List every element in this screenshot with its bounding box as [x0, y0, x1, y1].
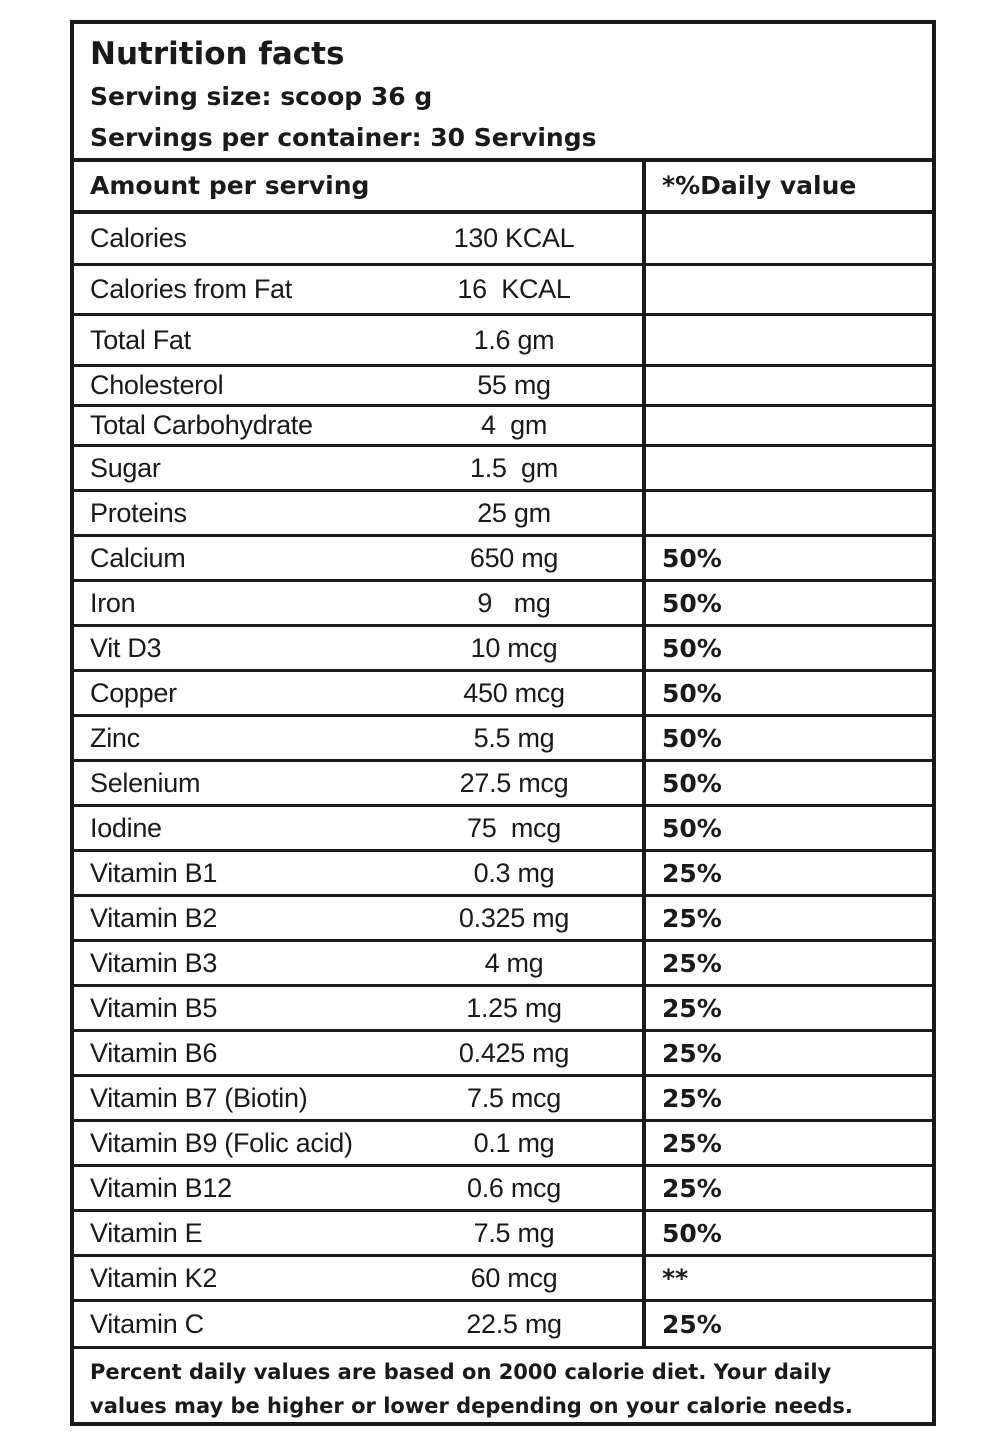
table-row: [74, 717, 932, 762]
nutrient-name-text: Vitamin B2: [90, 902, 218, 933]
table-row: [74, 214, 932, 266]
daily-value: 50%: [662, 633, 722, 663]
table-row: [74, 672, 932, 717]
nutrient-name-text: Vitamin B12: [90, 1172, 232, 1203]
nutrient-name: [74, 807, 646, 849]
table-row: [74, 266, 932, 316]
nutrient-name-text: Vitamin K2: [90, 1262, 218, 1293]
nutrient-amount: 1.5 gm: [470, 452, 558, 483]
footnote-line-1: Percent daily values are based on 2000 calorie diet. Your daily: [90, 1360, 832, 1384]
daily-value: [646, 214, 932, 263]
nutrient-name: [74, 897, 646, 939]
nutrient-name-text: Total Fat: [90, 324, 191, 355]
table-row: [74, 1122, 932, 1167]
nutrient-amount: 27.5 mcg: [459, 767, 569, 798]
nutrient-amount: 1.25 mg: [466, 992, 562, 1023]
nutrient-amount: 0.425 mg: [458, 1037, 570, 1068]
table-row: [74, 1077, 932, 1122]
nutrient-amount: 0.1 mg: [473, 1127, 555, 1158]
daily-value: 25%: [662, 1173, 722, 1203]
nutrient-name: [74, 537, 646, 579]
nutrient-amount: 4 mg: [484, 947, 544, 978]
daily-value: **: [662, 1263, 689, 1293]
nutrient-name-text: Vitamin B3: [90, 947, 218, 978]
daily-value: 25%: [662, 858, 722, 888]
table-row: [74, 316, 932, 367]
table-row: [74, 1032, 932, 1077]
nutrient-name: [74, 987, 646, 1029]
daily-value: 50%: [662, 1218, 722, 1248]
daily-value: [646, 447, 932, 489]
daily-value: [646, 266, 932, 313]
table-row: [74, 852, 932, 897]
nutrient-name-text: Cholesterol: [90, 370, 224, 400]
daily-value: [646, 367, 932, 404]
nutrient-name: [74, 1257, 646, 1299]
nutrient-amount: 10 mcg: [470, 632, 558, 663]
nutrient-amount: 55 mg: [477, 370, 551, 400]
nutrient-name: [74, 1032, 646, 1074]
daily-value: 25%: [662, 1083, 722, 1113]
nutrient-name: [74, 266, 646, 313]
daily-value: 50%: [662, 768, 722, 798]
nutrient-name-text: Copper: [90, 677, 177, 708]
daily-value: 50%: [662, 543, 722, 573]
daily-value-column-header: *%Daily value: [662, 171, 857, 200]
nutrient-amount: 25 gm: [477, 497, 551, 528]
nutrient-name-text: Vitamin E: [90, 1217, 203, 1248]
nutrient-name: [74, 672, 646, 714]
label-header: [74, 24, 932, 162]
nutrient-amount: 75 mcg: [467, 812, 561, 843]
daily-value: [646, 407, 932, 444]
nutrient-amount: 60 mcg: [470, 1262, 558, 1293]
table-row: [74, 447, 932, 492]
footnote-line-2: values may be higher or lower depending on your calorie needs.: [90, 1394, 853, 1418]
table-row: [74, 897, 932, 942]
amount-column-header: Amount per serving: [74, 162, 646, 210]
table-row: [74, 407, 932, 447]
nutrient-name: [74, 582, 646, 624]
nutrient-name-text: Calories from Fat: [90, 274, 292, 304]
nutrient-name-text: Iron: [90, 587, 136, 618]
table-row: [74, 1257, 932, 1302]
nutrient-amount: 7.5 mcg: [467, 1082, 561, 1113]
daily-value: 50%: [662, 723, 722, 753]
nutrient-name-text: Vit D3: [90, 632, 162, 663]
nutrient-name: [74, 1167, 646, 1209]
nutrient-name: [74, 447, 646, 489]
nutrient-name: [74, 942, 646, 984]
nutrient-name: [74, 1302, 646, 1346]
nutrient-rows: [74, 214, 932, 1349]
nutrient-amount: 450 mcg: [463, 677, 565, 708]
table-row: [74, 1212, 932, 1257]
daily-value: [646, 316, 932, 364]
nutrient-name-text: Vitamin B5: [90, 992, 218, 1023]
daily-value: 50%: [662, 813, 722, 843]
nutrient-name: [74, 1077, 646, 1119]
nutrient-amount: 16 KCAL: [457, 274, 571, 304]
table-row: [74, 1167, 932, 1212]
nutrient-name: [74, 1212, 646, 1254]
nutrient-amount: 7.5 mg: [473, 1217, 555, 1248]
nutrient-name-text: Proteins: [90, 497, 187, 528]
daily-value: 50%: [662, 588, 722, 618]
nutrient-name: [74, 1122, 646, 1164]
table-row: [74, 1302, 932, 1349]
nutrient-amount: 1.6 gm: [473, 324, 555, 355]
nutrient-amount: 5.5 mg: [473, 722, 555, 753]
table-row: [74, 762, 932, 807]
nutrient-amount: 0.6 mcg: [467, 1172, 561, 1203]
daily-value: 50%: [662, 678, 722, 708]
nutrient-name-text: Vitamin B9 (Folic acid): [90, 1127, 353, 1158]
table-row: [74, 582, 932, 627]
nutrient-name: [74, 492, 646, 534]
nutrient-name-text: Calcium: [90, 542, 186, 573]
nutrient-name-text: Sugar: [90, 452, 161, 483]
nutrient-amount: 22.5 mg: [466, 1308, 562, 1339]
nutrient-name-text: Vitamin C: [90, 1308, 204, 1339]
nutrient-name: [74, 214, 646, 263]
daily-value: 25%: [662, 1128, 722, 1158]
table-row: [74, 367, 932, 407]
serving-size: Serving size: scoop 36 g: [90, 82, 433, 111]
nutrient-amount: 650 mg: [469, 542, 559, 573]
table-row: [74, 492, 932, 537]
nutrient-name-text: Vitamin B7 (Biotin): [90, 1082, 308, 1113]
table-row: [74, 942, 932, 987]
servings-per-container: Servings per container: 30 Servings: [90, 123, 597, 152]
footnote: [74, 1349, 932, 1423]
nutrient-name: [74, 316, 646, 364]
nutrient-name-text: Zinc: [90, 722, 140, 753]
table-row: [74, 627, 932, 672]
nutrient-amount: 0.325 mg: [458, 902, 570, 933]
daily-value: 25%: [662, 1309, 722, 1339]
nutrient-name-text: Calories: [90, 223, 187, 253]
daily-value: 25%: [662, 1038, 722, 1068]
nutrition-facts-label: [70, 20, 936, 1426]
nutrient-name: [74, 717, 646, 759]
nutrient-name: [74, 367, 646, 404]
nutrient-amount: 0.3 mg: [473, 857, 555, 888]
table-row: [74, 807, 932, 852]
daily-value: 25%: [662, 948, 722, 978]
label-title: Nutrition facts: [90, 36, 345, 72]
nutrient-amount: 130 KCAL: [453, 223, 575, 253]
nutrient-name-text: Total Carbohydrate: [90, 410, 313, 440]
daily-value: 25%: [662, 993, 722, 1023]
nutrient-name: [74, 627, 646, 669]
nutrient-name-text: Iodine: [90, 812, 162, 843]
nutrient-name-text: Vitamin B1: [90, 857, 218, 888]
nutrient-name-text: Vitamin B6: [90, 1037, 218, 1068]
daily-value: [646, 492, 932, 534]
nutrient-amount: 9 mg: [477, 587, 551, 618]
column-header-row: [74, 162, 932, 214]
table-row: [74, 987, 932, 1032]
daily-value: 25%: [662, 903, 722, 933]
nutrient-name-text: Selenium: [90, 767, 201, 798]
table-row: [74, 537, 932, 582]
nutrient-name: [74, 762, 646, 804]
nutrient-name: [74, 407, 646, 444]
nutrient-amount: 4 gm: [480, 410, 548, 440]
nutrient-name: [74, 852, 646, 894]
